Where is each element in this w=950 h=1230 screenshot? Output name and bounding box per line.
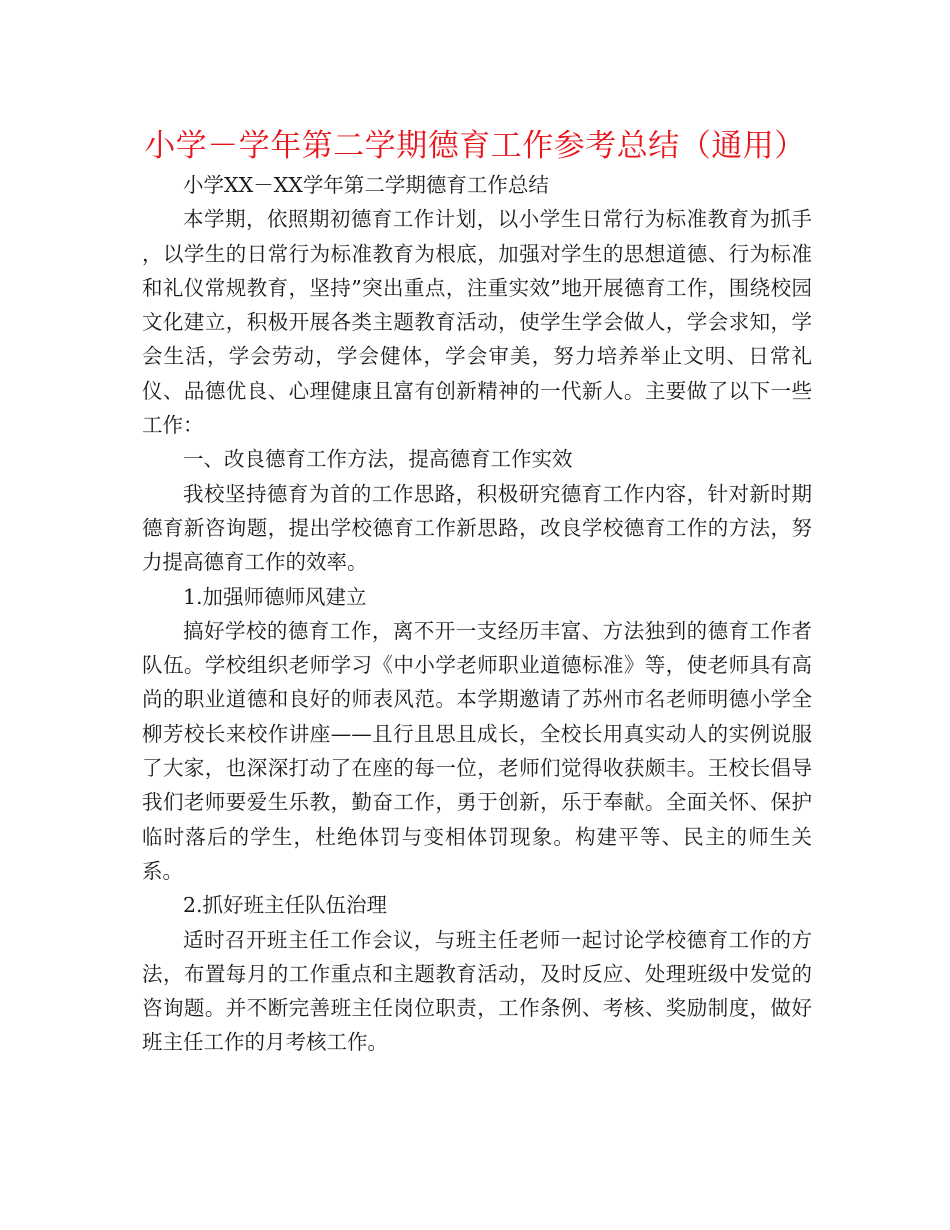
subsection-heading: 2.抓好班主任队伍治理 (183, 893, 388, 918)
subsection-heading: 1.加强师德师风建立 (183, 584, 367, 609)
section-heading: 一、改良德育工作方法，提高德育工作实效 (183, 447, 573, 472)
body-paragraph: 我校坚持德育为首的工作思路，积极研究德育工作内容，针对新时期德育新咨询题，提出学校德育工作新思路，改良学校德育工作的方法，努力提高德育工作的效率。 (142, 481, 812, 575)
body-paragraph: 搞好学校的德育工作，离不开一支经历丰富、方法独到的德育工作者队伍。学校组织老师学习《中小学老师职业道德标准》等，使老师具有高尚的职业道德和良好的师表风范。本学期邀请了苏州市名老师明德小学全柳芳校长来校作讲座——且行且思且成长，全校长用真实动人的实例说服了大家，也深深打动了在座的每一位，老师们觉得收获颇丰。王校长倡导我们老师要爱生乐教，勤奋工作，勇于创新，乐于奉献。全面关怀、保护临时落后的学生，杜绝体罚与变相体罚现象。构建平等、民主的师生关系。 (142, 618, 812, 883)
document-body (142, 168, 812, 1060)
document-subtitle: 小学XX－XX学年第二学期德育工作总结 (183, 173, 549, 197)
body-paragraph: 适时召开班主任工作会议，与班主任老师一起讨论学校德育工作的方法，布置每月的工作重点和主题教育活动，及时反应、处理班级中发觉的咨询题。并不断完善班主任岗位职责，工作条例、考核、奖励制度，做好班主任工作的月考核工作。 (142, 927, 812, 1055)
body-paragraph: 本学期，依照期初德育工作计划，以小学生日常行为标准教育为抓手 ，以学生的日常行为标准教育为根底，加强对学生的思想道德、行为标准和礼仪常规教育，坚持”突出重点，注重实效”地开展德育工作，围绕校园文化建立，积极开展各类主题教育活动，使学生学会做人，学会求知，学会生活，学会劳动，学会健体，学会审美，努力培养举止文明、日常礼仪、品德优良、心理健康且富有创新精神的一代新人。主要做了以下一些工作： (142, 207, 812, 438)
document-title: 小学－学年第二学期德育工作参考总结（通用） (144, 128, 806, 164)
